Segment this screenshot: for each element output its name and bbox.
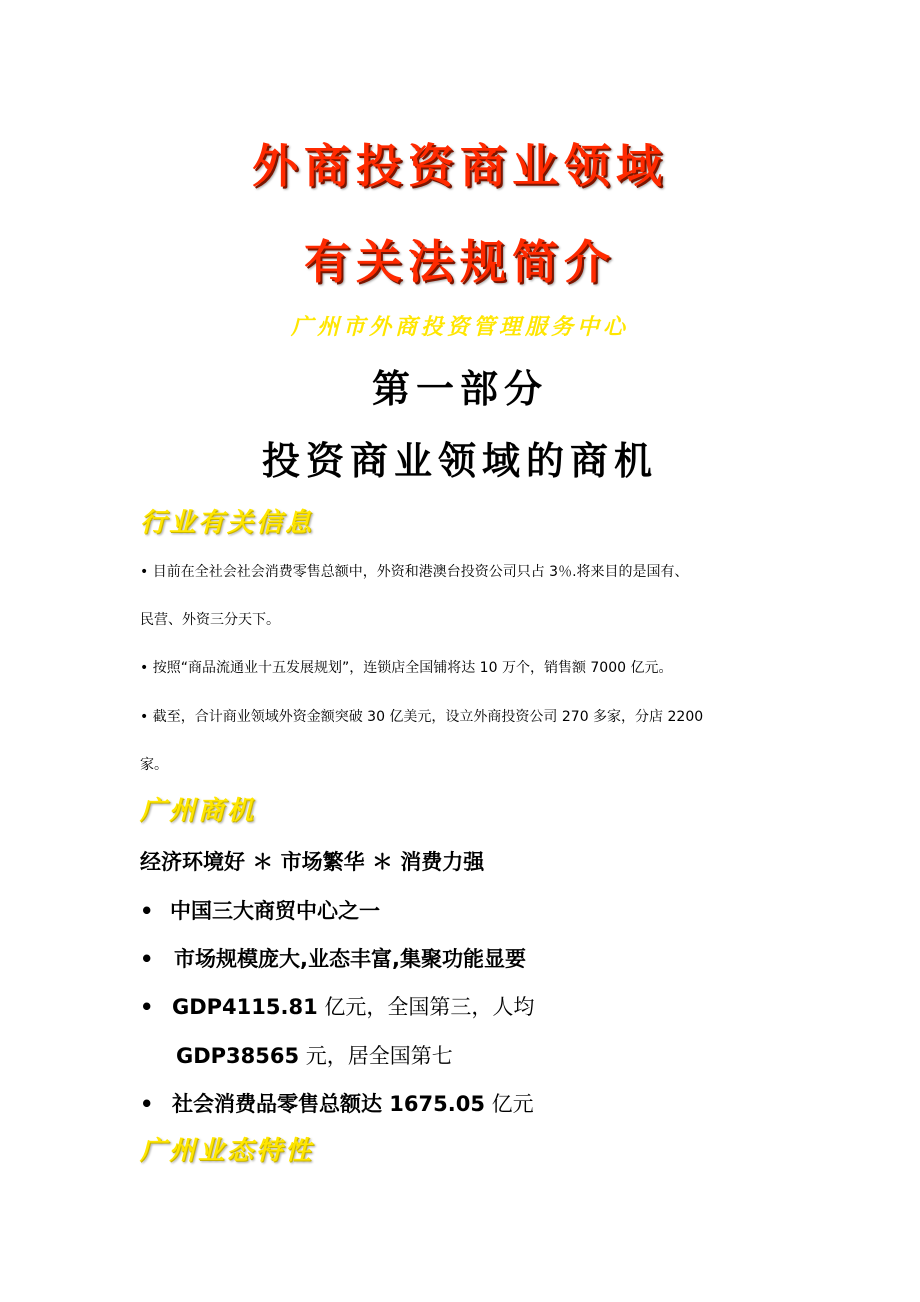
part-heading: 第一部分 (371, 366, 548, 411)
opportunity-bullet-1 (140, 895, 380, 925)
main-title-line2: 有关法规简介 (304, 235, 616, 289)
industry-bullet-3-line2: 家。 (140, 757, 168, 773)
bullet-marker: • (140, 995, 154, 1019)
bullet-marker: • (140, 1092, 154, 1116)
industry-bullet-2 (140, 657, 672, 677)
subtitle-organization: 广州市外商投资管理服务中心 (290, 314, 629, 340)
opportunity-tagline: 经济环境好 ＊ 市场繁华 ＊ 消费力强 (140, 850, 485, 874)
bullet-marker: • (140, 660, 149, 676)
part-title: 投资商业领域的商机 (261, 438, 658, 483)
bullet-text: 市场规模庞大,业态丰富,集聚功能显要 (174, 947, 526, 971)
section-heading-guangzhou-opportunity: 广州商机 (140, 796, 257, 826)
opportunity-bullet-3-line1 (140, 991, 534, 1021)
gdp-per-capita-text: 元，居全国第七 (299, 1044, 453, 1068)
opportunity-bullet-3-line2 (176, 1040, 453, 1070)
gdp-value: GDP4115.81 (172, 995, 318, 1019)
retail-sales-value: 社会消费品零售总额达 1675.05 (172, 1092, 485, 1116)
bullet-text: 中国三大商贸中心之一 (170, 899, 380, 923)
main-title-line1: 外商投资商业领域 (252, 139, 668, 193)
gdp-text: 亿元，全国第三，人均 (317, 995, 535, 1019)
opportunity-bullet-2 (140, 943, 526, 973)
industry-bullet-1-line1 (140, 561, 689, 581)
retail-sales-unit: 亿元 (484, 1092, 534, 1116)
section-heading-guangzhou-formats: 广州业态特性 (140, 1136, 315, 1166)
bullet-marker: • (140, 564, 149, 580)
opportunity-bullet-4 (140, 1088, 534, 1118)
gdp-per-capita-value: GDP38565 (176, 1044, 300, 1068)
bullet-text: 目前在全社会社会消费零售总额中，外资和港澳台投资公司只占 3％.将来目的是国有、 (152, 564, 689, 580)
bullet-marker: • (140, 899, 154, 923)
bullet-text: 截至，合计商业领域外资金额突破 30 亿美元，设立外商投资公司 270 多家，分店 2200 (152, 709, 704, 725)
bullet-marker: • (140, 709, 149, 725)
section-heading-industry-info: 行业有关信息 (140, 508, 315, 538)
bullet-text: 按照“商品流通业十五发展规划”，连锁店全国铺将达 10 万个，销售额 7000 亿元。 (152, 660, 673, 676)
bullet-marker: • (140, 947, 154, 971)
industry-bullet-3-line1 (140, 706, 703, 726)
industry-bullet-1-line2: 民营、外资三分天下。 (140, 612, 280, 628)
